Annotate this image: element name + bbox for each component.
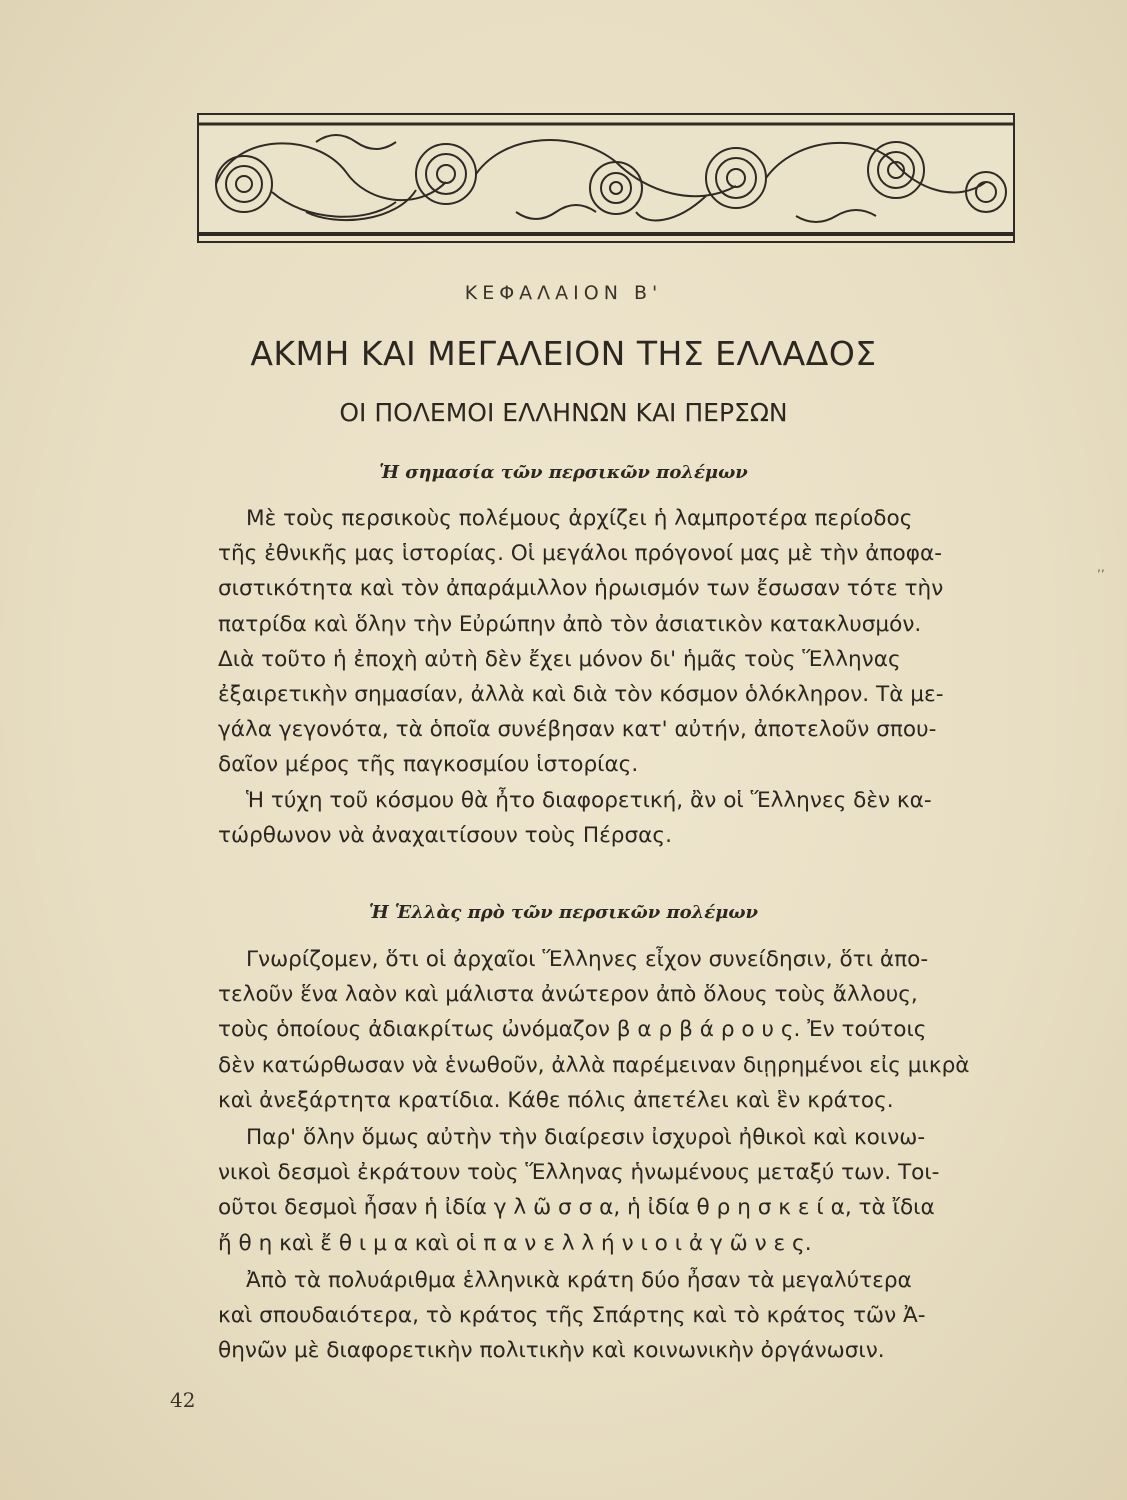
text-line: Διὰ τοῦτο ἡ ἐποχὴ αὐτὴ δὲν ἔχει μόνον δι' ἡμᾶς τοὺς Ἕλληνας: [218, 646, 901, 672]
chapter-subtitle: ΟΙ ΠΟΛΕΜΟΙ ΕΛΛΗΝΩΝ ΚΑΙ ΠΕΡΣΩΝ: [339, 398, 788, 427]
text-line: δαῖον μέρος τῆς παγκοσμίου ἱστορίας.: [218, 752, 639, 778]
text-line: δὲν κατώρθωσαν νὰ ἑνωθοῦν, ἀλλὰ παρέμειναν διῃρημένοι εἰς μικρὰ: [218, 1052, 970, 1078]
text-line: θηνῶν μὲ διαφορετικὴν πολιτικὴν καὶ κοινωνικὴν ὀργάνωσιν.: [218, 1338, 885, 1364]
paragraph: [218, 1120, 1018, 1261]
text-line: γάλα γεγονότα, τὰ ὁποῖα συνέβησαν κατ' αὐτήν, ἀποτελοῦν σπου-: [218, 717, 937, 743]
section-heading: Ἡ σημασία τῶν περσικῶν πολέμων: [379, 462, 748, 483]
page-number: 42: [170, 1388, 196, 1412]
text-line: οῦτοι δεσμοὶ ἦσαν ἡ ἰδία γ λ ῶ σ σ α, ἡ ἰδία θ ρ η σ κ ε ί α, τὰ ἴδια: [218, 1195, 935, 1221]
text-line: Παρ' ὅλην ὅμως αὐτὴν τὴν διαίρεσιν ἰσχυροὶ ἠθικοὶ καὶ κοινω-: [246, 1125, 926, 1150]
text-line: Γνωρίζομεν, ὅτι οἱ ἀρχαῖοι Ἕλληνες εἶχον συνείδησιν, ὅτι ἀπο-: [246, 947, 929, 972]
text-line: Μὲ τοὺς περσικοὺς πολέμους ἀρχίζει ἡ λαμπροτέρα περίοδος: [246, 506, 913, 531]
text-line: τοὺς ὁποίους ἀδιακρίτως ὠνόμαζον β α ρ β ά ρ ο υ ς. Ἐν τούτοις: [218, 1017, 927, 1043]
paragraph: [218, 501, 1018, 783]
paragraph: [218, 783, 1018, 853]
chapter-title: ΑΚΜΗ ΚΑΙ ΜΕΓΑΛΕΙΟΝ ΤΗΣ ΕΛΛΑΔΟΣ: [250, 334, 877, 373]
text-line: τελοῦν ἕνα λαὸν καὶ μάλιστα ἀνώτερον ἀπὸ ὅλους τοὺς ἄλλους,: [218, 982, 918, 1008]
text-line: ἐξαιρετικὴν σημασίαν, ἀλλὰ καὶ διὰ τὸν κόσμον ὁλόκληρον. Τὰ με-: [218, 682, 944, 708]
paragraph: [218, 1263, 1018, 1369]
text-line: πατρίδα καὶ ὅλην τὴν Εὐρώπην ἀπὸ τὸν ἀσιατικὸν κατακλυσμόν.: [218, 611, 922, 637]
text-line: ἤ θ η καὶ ἔ θ ι μ α καὶ οἱ π α ν ε λ λ ή ν ι ο ι ἀ γ ῶ ν ε ς.: [218, 1230, 812, 1256]
paragraph: [218, 942, 1018, 1118]
text-line: Ἡ τύχη τοῦ κόσμου θὰ ἦτο διαφορετική, ἂν οἱ Ἕλληνες δὲν κα-: [246, 788, 932, 813]
chapter-label: ΚΕΦΑΛΑΙΟΝ Β': [464, 282, 663, 304]
margin-mark: ‚‚: [1097, 560, 1105, 574]
text-line: καὶ σπουδαιότερα, τὸ κράτος τῆς Σπάρτης καὶ τὸ κράτος τῶν Ἀ-: [218, 1303, 926, 1329]
text-line: καὶ ἀνεξάρτητα κρατίδια. Κάθε πόλις ἀπετέλει καὶ ἓν κράτος.: [218, 1087, 894, 1113]
text-line: νικοὶ δεσμοὶ ἐκράτουν τοὺς Ἕλληνας ἡνωμένους μεταξύ των. Τοι-: [218, 1160, 940, 1186]
text-line: Ἀπὸ τὰ πολυάριθμα ἑλληνικὰ κράτη δύο ἦσαν τὰ μεγαλύτερα: [246, 1268, 912, 1293]
text-line: τῆς ἐθνικῆς μας ἱστορίας. Οἱ μεγάλοι πρόγονοί μας μὲ τὴν ἀποφα-: [218, 541, 943, 567]
text-line: τώρθωνον νὰ ἀναχαιτίσουν τοὺς Πέρσας.: [218, 823, 672, 849]
text-line: σιστικότητα καὶ τὸν ἀπαράμιλλον ἡρωισμόν των ἔσωσαν τότε τὴν: [218, 576, 944, 602]
section-heading: Ἡ Ἑλλὰς πρὸ τῶν περσικῶν πολέμων: [368, 902, 759, 923]
decorative-scroll-banner: [196, 112, 1016, 244]
